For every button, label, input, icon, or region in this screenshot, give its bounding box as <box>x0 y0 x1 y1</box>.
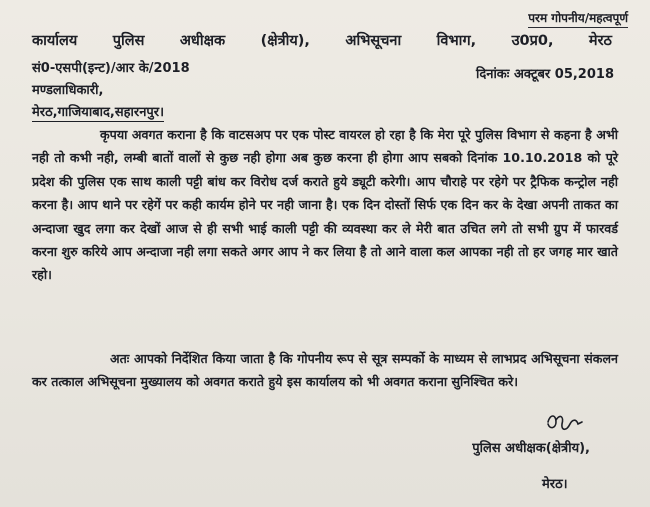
office-title <box>32 30 612 50</box>
signatory-title: पुलिस अधीक्षक(क्षेत्रीय), <box>472 441 590 456</box>
office-title-word: उ0प्र0, <box>511 33 554 49</box>
office-title-word: विभाग, <box>436 33 477 49</box>
handwritten-signature <box>542 410 590 440</box>
reference-number: सं0-एसपी(इन्ट)/आर के/2018 <box>32 61 190 76</box>
office-title-word: पुलिस <box>112 33 145 49</box>
office-title-word: अभिसूचना <box>345 33 402 49</box>
body-paragraph-2: अतः आपको निर्देशित किया जाता है कि गोपनीय रूप से सूत्र सम्पर्को के माध्यम से लाभप्रद अभिसूचना संकलन कर तत्काल अभिसूचना मुख्यालय को अवगत कराते हुये इस कार्यालय को भी अवगत कराना सुनिश्चित करे। <box>32 351 618 390</box>
letter-date: दिनांकः अक्टूबर 05,2018 <box>475 67 614 82</box>
recipient-block <box>32 80 164 124</box>
recipient-places: मेरठ,गाजियाबाद,सहारनपुर। <box>32 105 165 120</box>
recipient-designation: मण्डलाधिकारी, <box>32 83 104 98</box>
office-title-word: मेरठ <box>588 33 612 49</box>
office-title-word: कार्यालय <box>32 33 78 49</box>
office-title-word: अधीक्षक <box>179 33 226 49</box>
classification-label: परम गोपनीय/महत्वपूर्ण <box>528 10 628 28</box>
signatory-place: मेरठ। <box>542 477 568 492</box>
office-title-word: (क्षेत्रीय), <box>260 33 310 49</box>
body-paragraph-1: कृपया अवगत कराना है कि वाटसअप पर एक पोस्ट वायरल हो रहा है कि मेरा पूरे पुलिस विभाग से कहना है अभी नही तो कभी नही, लम्बी बातों वालों से कुछ नही होगा अब कुछ करना ही होगा आप सबको दिनांक 10.10.2018 को पूरे प्रदेश की पुलिस एक साथ काली पट्टी बांध कर विरोध दर्ज कराते हुये ड्यूटी करेगी। आप चौराहे पर रहेगे पर ट्रैफिक कन्ट्रोल नही करना है। आप थाने पर रहेगें पर कही कार्यम होने पर नही जाना है। एक दिन दोस्तों सिर्फ एक दिन कर के देखा अपनी ताकत का अन्दाजा खुद लगा कर देखों आज से ही सभी भाई काली पट्टी की व्यवस्था कर ले मेरी बात उचित लगे तो सभी ग्रुप में फारवर्ड करना शुरु करिये आप अन्दाजा नही लगा सकते अगर आप ने कर लिया है तो आने वाला कल आपका नही तो हर जगह मार खाते रहो। <box>32 127 618 283</box>
